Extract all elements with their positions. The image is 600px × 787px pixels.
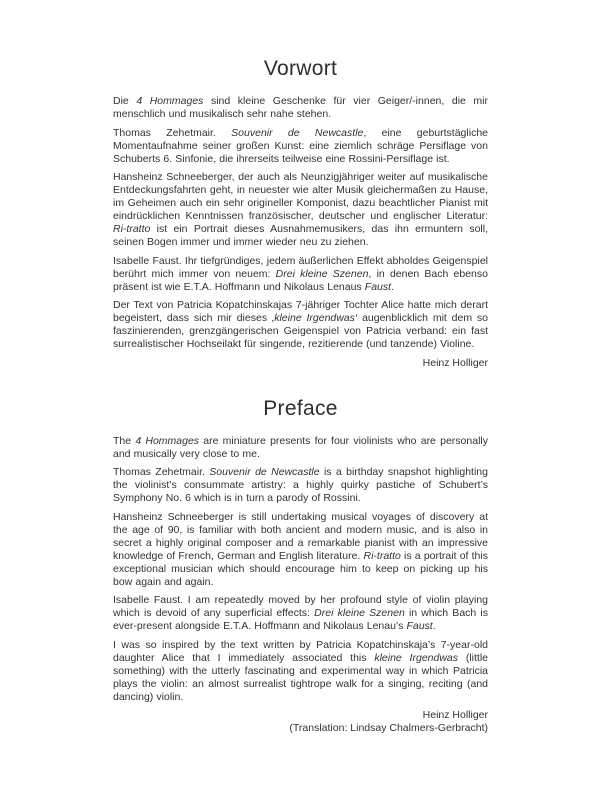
- vorwort-signature-block: [113, 357, 488, 370]
- preface-paragraph-hommages: The 4 Hommages are miniature presents for four violinists who are personally and musically very close to me.: [113, 434, 488, 460]
- vorwort-paragraph-kopatchinskaja: Der Text von Patricia Kopatchinskajas 7-jähriger Tochter Alice hatte mich derart begeistert, dass sich mir dieses ‚kleine Irgendwas‘ augenblicklich mit dem so faszinierenden, grenzgängerischen Geigenspiel von Patricia verband: ein fast surrealistischer Hochseilakt für singende, rezitierende (und tanzende) Violine.: [113, 299, 488, 350]
- vorwort-paragraph-schneeberger: Hansheinz Schneeberger, der auch als Neunzigjähriger weiter auf musikalische Entdeckungsfahrten geht, in neuester wie alter Musik gleichermaßen zu Hause, im Geheimen auch ein sehr origineller Komponist, dazu beachtlicher Pianist mit eindrücklichen Kenntnissen französischer, deutscher und englischer Literatur: Ri-tratto ist ein Portrait dieses Ausnahmemusikers, das ihn ermuntern soll, seinen Bogen immer und immer wieder neu zu ziehen.: [113, 171, 488, 248]
- vorwort-paragraph-hommages: Die 4 Hommages sind kleine Geschenke für vier Geiger/-innen, die mir menschlich und musikalisch sehr nahe stehen.: [113, 95, 488, 120]
- preface-signature: Heinz Holliger: [422, 709, 488, 721]
- preface-paragraph-faust: Isabelle Faust. I am repeatedly moved by her profound style of violin playing which is devoid of any superficial effects: Drei kleine Szenen in which Bach is ever-present alongside E.T.A. Hoffmann and Nikolaus Lenau’s Faust.: [113, 594, 488, 632]
- vorwort-signature: Heinz Holliger: [422, 356, 488, 369]
- preface-paragraph-zehetmair: Thomas Zehetmair. Souvenir de Newcastle is a birthday snapshot highlighting the violinist’s consummate artistry: a highly quirky pastiche of Schubert’s Symphony No. 6 which is in turn a parody of Rossini.: [113, 466, 488, 504]
- preface-signature-block: [113, 709, 488, 735]
- translation-credit: (Translation: Lindsay Chalmers-Gerbracht): [289, 722, 488, 734]
- vorwort-section: [113, 56, 488, 370]
- vorwort-paragraph-faust: Isabelle Faust. Ihr tiefgründiges, jedem äußerlichen Effekt abholdes Geigenspiel berührt mich immer von neuem: Drei kleine Szenen, in denen Bach ebenso präsent ist wie E.T.A. Hoffmann und Nikolaus Lenaus Faust.: [113, 254, 488, 293]
- vorwort-paragraph-zehetmair: Thomas Zehetmair. Souvenir de Newcastle, eine geburtstägliche Momentaufnahme seiner großen Kunst: eine ziemlich schräge Persiflage von Schuberts 6. Sinfonie, die ihrerseits teilweise eine Rossini-Persiflage ist.: [113, 126, 488, 165]
- text-column: [113, 0, 488, 735]
- preface-section: [113, 396, 488, 736]
- vorwort-title: Vorwort: [263, 57, 338, 80]
- preface-paragraph-kopatchinskaja: I was so inspired by the text written by Patricia Kopatchinskaja’s 7-year-old daughter Alice that I immediately associated this kleine Irgendwas (little something) with the utterly fascinating and experimental way in which Patricia plays the violin: an almost surrealist tightrope walk for a singing, reciting (and dancing) violin.: [113, 638, 488, 703]
- preface-paragraph-schneeberger: Hansheinz Schneeberger is still undertaking musical voyages of discovery at the age of 90, is familiar with both ancient and modern music, and is also in secret a highly original composer and a remarkable pianist with an impressive knowledge of French, German and English literature. Ri-tratto is a portrait of this exceptional musician which should encourage him to keep on picking up his bow again and again.: [113, 510, 488, 588]
- preface-title: Preface: [263, 396, 338, 420]
